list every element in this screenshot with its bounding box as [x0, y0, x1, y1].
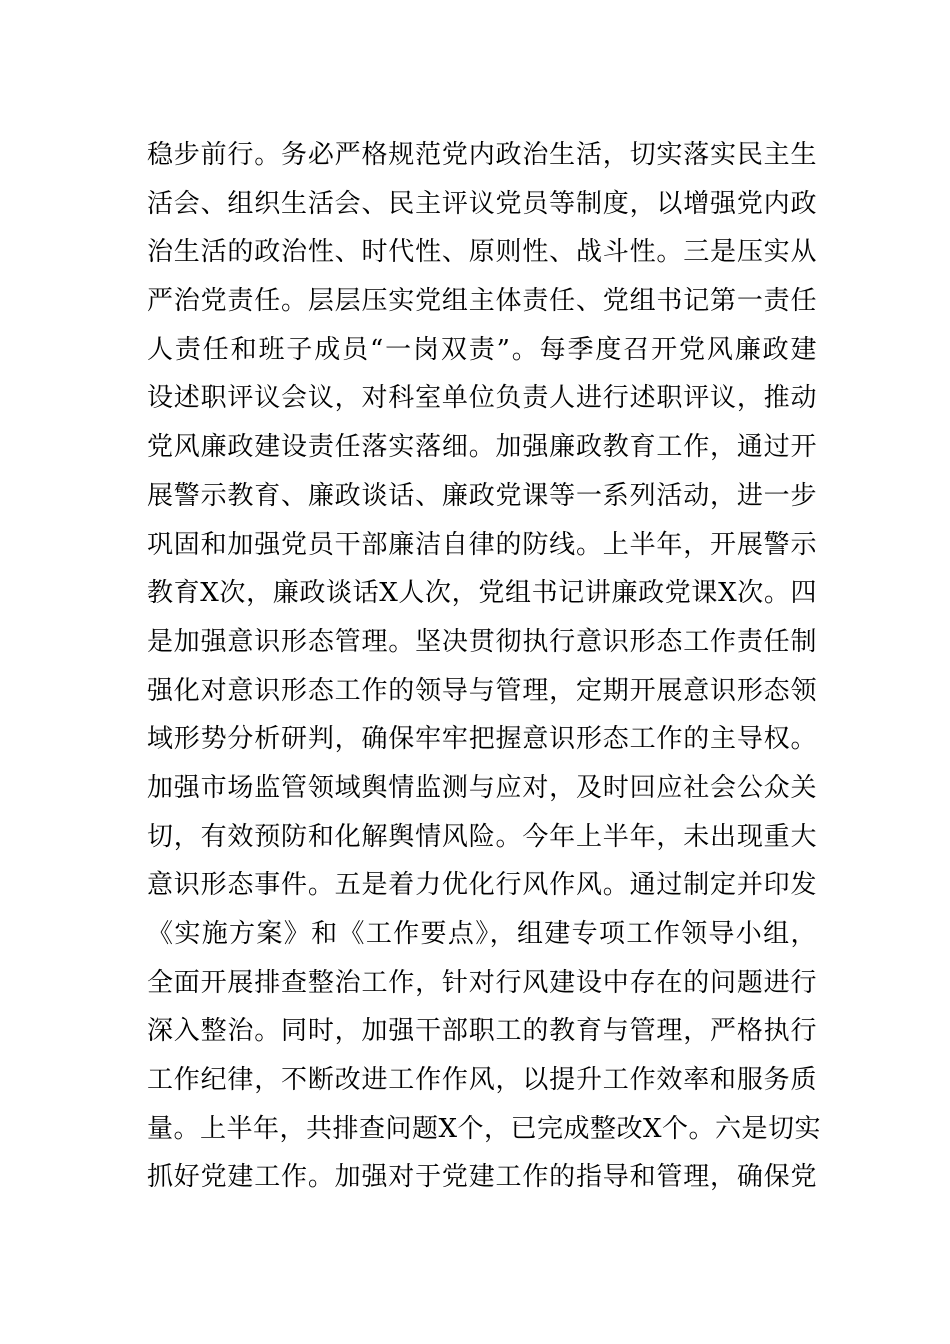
text-line-20: 工作纪律，不断改进工作作风，以提升工作效率和服务质: [147, 1065, 817, 1096]
text-line-9: 巩固和加强党员干部廉洁自律的防线。上半年，开展警示: [147, 529, 817, 560]
text-line-10: 教育X次，廉政谈话X人次，党组书记讲廉政党课X次。四: [147, 578, 817, 609]
text-line-6: 设述职评议会议，对科室单位负责人进行述职评议，推动: [147, 383, 817, 414]
text-line-7: 党风廉政建设责任落实落细。加强廉政教育工作，通过开: [147, 432, 817, 463]
text-line-19: 深入整治。同时，加强干部职工的教育与管理，严格执行: [147, 1016, 817, 1047]
text-line-18: 全面开展排查整治工作，针对行风建设中存在的问题进行: [147, 967, 817, 998]
text-line-21: 量。上半年，共排查问题X个，已完成整改X个。六是切实: [147, 1113, 822, 1144]
text-line-17: 《实施方案》和《工作要点》，组建专项工作领导小组，: [147, 919, 817, 949]
text-line-16: 意识形态事件。五是着力优化行风作风。通过制定并印发: [147, 870, 817, 901]
text-line-3: 治生活的政治性、时代性、原则性、战斗性。三是压实从: [147, 237, 817, 268]
text-line-14: 加强市场监管领域舆情监测与应对，及时回应社会公众关: [147, 772, 817, 803]
body-paragraph: [147, 131, 822, 1202]
text-line-11: 是加强意识形态管理。坚决贯彻执行意识形态工作责任制: [147, 626, 817, 657]
text-line-5: 人责任和班子成员“一岗双责”。每季度召开党风廉政建: [147, 334, 817, 365]
text-line-4: 严治党责任。层层压实党组主体责任、党组书记第一责任: [147, 286, 817, 317]
text-line-8: 展警示教育、廉政谈话、廉政党课等一系列活动，进一步: [147, 480, 817, 511]
text-line-12: 强化对意识形态工作的领导与管理，定期开展意识形态领: [147, 675, 817, 706]
text-line-2: 活会、组织生活会、民主评议党员等制度，以增强党内政: [147, 188, 817, 219]
text-line-15: 切，有效预防和化解舆情风险。今年上半年，未出现重大: [147, 821, 817, 852]
text-line-1: 稳步前行。务必严格规范党内政治生活，切实落实民主生: [147, 140, 817, 170]
text-line-22: 抓好党建工作。加强对于党建工作的指导和管理，确保党: [147, 1162, 817, 1193]
text-line-13: 域形势分析研判，确保牢牢把握意识形态工作的主导权。: [147, 724, 817, 755]
